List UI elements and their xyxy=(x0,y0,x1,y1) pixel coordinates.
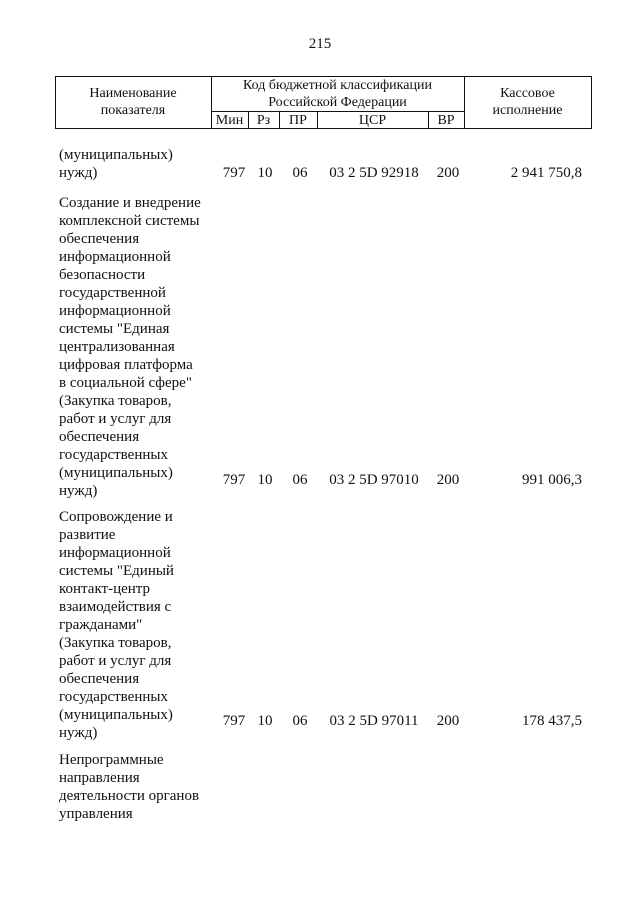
header-sum-column: Кассовое исполнение xyxy=(492,86,563,118)
table-row xyxy=(0,751,640,825)
header-rz: Рз xyxy=(256,113,271,128)
header-min: Мин xyxy=(215,113,244,128)
row-min: 797 xyxy=(222,472,246,488)
header-name-column: Наименование показателя xyxy=(89,86,177,118)
row-vr: 200 xyxy=(436,165,460,181)
row-min: 797 xyxy=(222,165,246,181)
row-rz: 10 xyxy=(257,472,273,488)
row-pr: 06 xyxy=(292,472,308,488)
header-pr: ПР xyxy=(289,113,307,128)
table-header xyxy=(55,76,592,129)
row-name: (муниципальных) нужд) xyxy=(59,147,173,181)
row-name: Непрограммные направления деятельности органов управления xyxy=(59,752,200,822)
row-sum: 991 006,3 xyxy=(522,472,582,488)
row-name: Создание и внедрение комплексной системы обеспечения информационной безопасности государственной информационной системы "Единая централизованная цифровая платформа в социальной сфере" (Закупка товаров, работ и услуг для обеспечения государственных (муниципальных) нужд) xyxy=(59,195,201,499)
header-vr: ВР xyxy=(437,113,455,128)
row-rz: 10 xyxy=(257,165,273,181)
page-number: 215 xyxy=(308,36,332,52)
table-row xyxy=(0,194,640,499)
row-sum: 2 941 750,8 xyxy=(510,165,582,181)
row-min: 797 xyxy=(222,713,246,729)
header-code-group: Код бюджетной классификации Российской Федерации xyxy=(243,78,432,110)
row-pr: 06 xyxy=(292,713,308,729)
row-vr: 200 xyxy=(436,472,460,488)
row-name: Сопровождение и развитие информационной системы "Единый контакт-центр взаимодействия с гражданами" (Закупка товаров, работ и услуг для обеспечения государственных (муниципальных) нужд) xyxy=(59,509,174,741)
header-csr: ЦСР xyxy=(358,113,387,128)
row-vr: 200 xyxy=(436,713,460,729)
row-csr: 03 2 5D 97010 xyxy=(329,472,419,488)
table-row xyxy=(0,508,640,741)
table-row xyxy=(0,146,640,182)
row-csr: 03 2 5D 97011 xyxy=(329,713,419,729)
row-pr: 06 xyxy=(292,165,308,181)
header-right-border xyxy=(591,76,592,129)
row-rz: 10 xyxy=(257,713,273,729)
row-sum: 178 437,5 xyxy=(522,713,582,729)
row-csr: 03 2 5D 92918 xyxy=(329,165,419,181)
